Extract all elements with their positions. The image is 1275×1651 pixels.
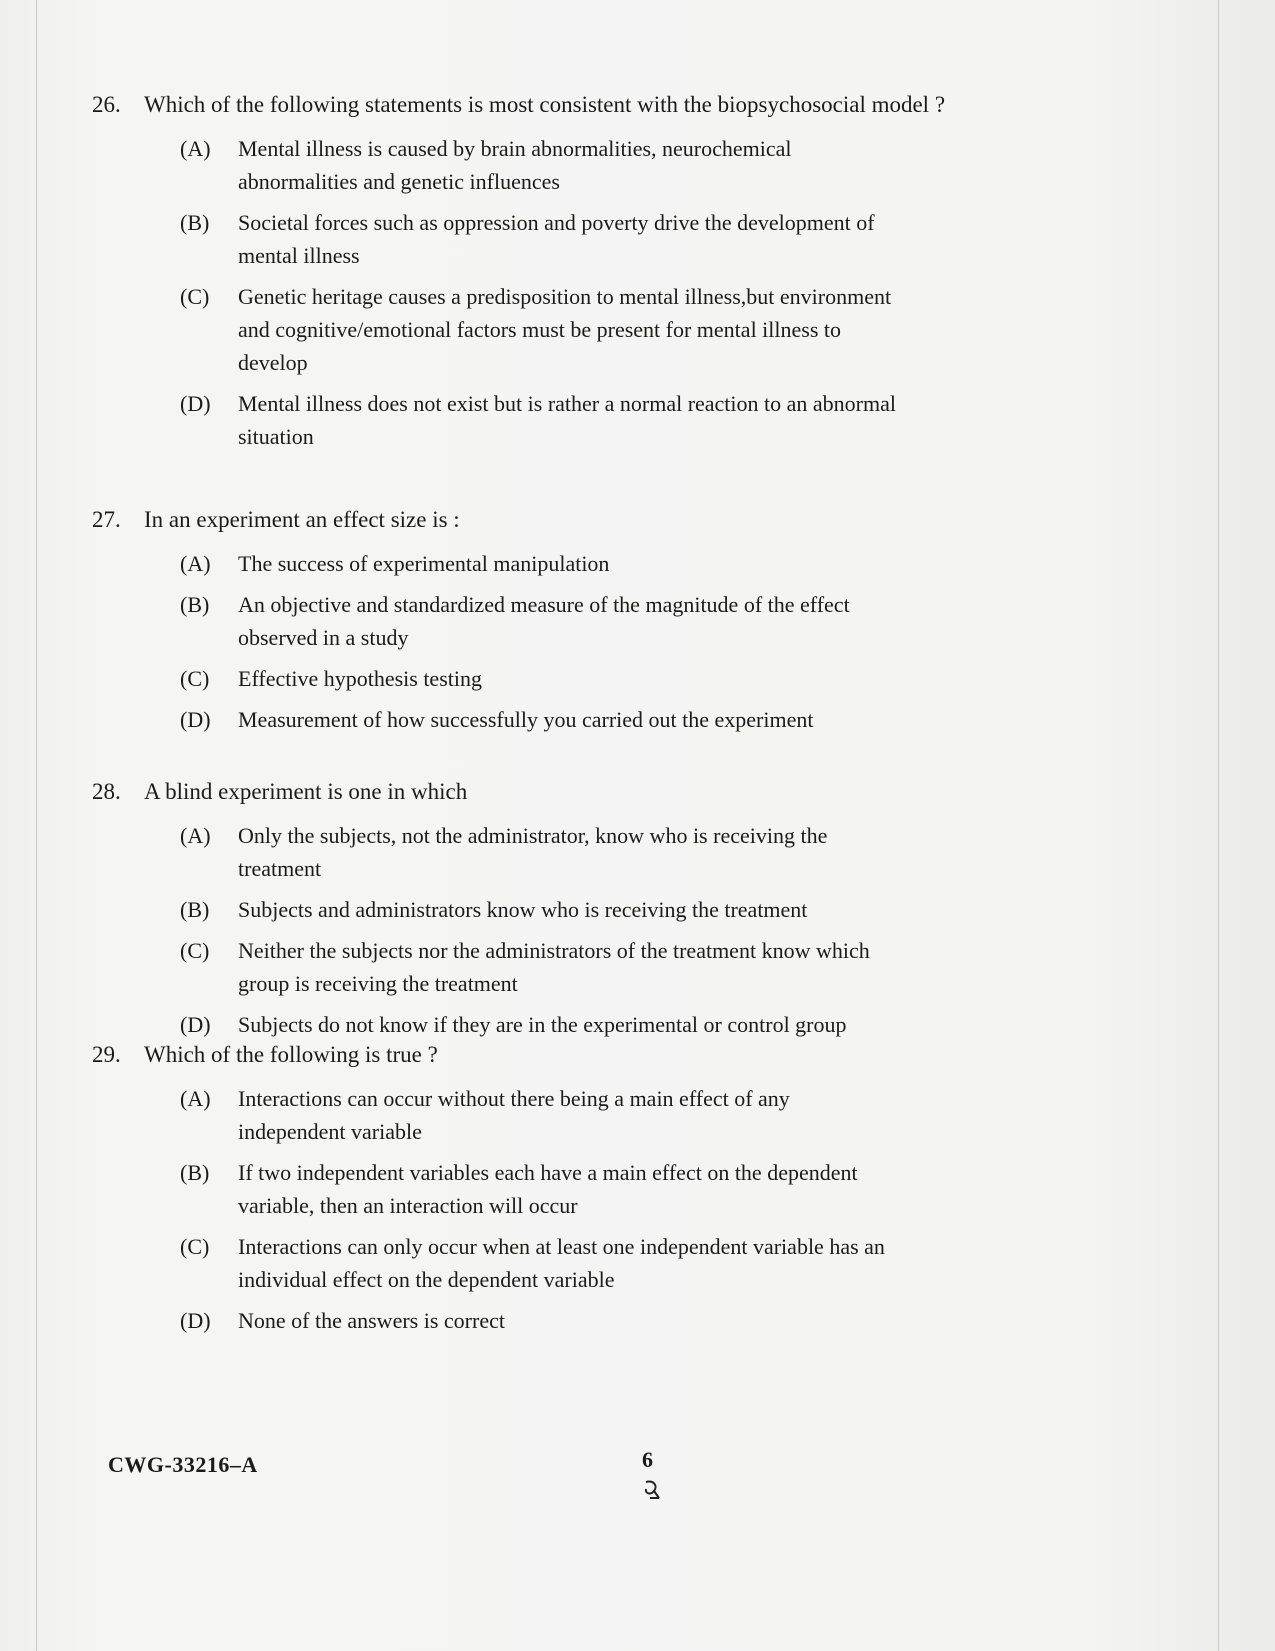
question-text: In an experiment an effect size is :	[144, 507, 460, 532]
option-item	[180, 1230, 952, 1296]
page-turn-icon	[640, 1478, 664, 1504]
option-label: (D)	[180, 1012, 211, 1037]
option-label: (D)	[180, 391, 211, 416]
option-text: Genetic heritage causes a predisposition to mental illness,but environment and cognitive/emotional factors must be present for mental illness to develop	[238, 284, 892, 375]
option-text: Subjects do not know if they are in the experimental or control group	[238, 1012, 847, 1037]
option-item	[180, 934, 952, 1000]
question-28	[92, 779, 952, 1049]
option-text: The success of experimental manipulation	[238, 551, 610, 576]
option-label: (B)	[180, 592, 210, 617]
option-label: (C)	[180, 1234, 210, 1259]
option-text: Interactions can occur without there being a main effect of any independent variable	[238, 1086, 790, 1144]
question-number: 26.	[92, 92, 121, 117]
option-item	[180, 819, 952, 885]
option-label: (C)	[180, 666, 210, 691]
question-number: 28.	[92, 779, 121, 804]
option-item	[180, 132, 952, 198]
option-label: (D)	[180, 1308, 211, 1333]
option-text: Only the subjects, not the administrator, know who is receiving the treatment	[238, 823, 828, 881]
question-text: A blind experiment is one in which	[144, 779, 468, 804]
option-list	[180, 547, 952, 736]
option-item	[180, 1008, 952, 1041]
question-number: 27.	[92, 507, 121, 532]
option-label: (B)	[180, 210, 210, 235]
option-label: (B)	[180, 897, 210, 922]
option-text: Effective hypothesis testing	[238, 666, 482, 691]
option-label: (A)	[180, 1086, 211, 1111]
option-label: (B)	[180, 1160, 210, 1185]
option-text: An objective and standardized measure of the magnitude of the effect observed in a study	[238, 592, 850, 650]
page-edge-line	[1218, 0, 1219, 1651]
page-edge-line	[36, 0, 37, 1651]
question-29	[92, 1042, 952, 1345]
question-27	[92, 507, 952, 744]
option-text: Mental illness is caused by brain abnormalities, neurochemical abnormalities and genetic influences	[238, 136, 792, 194]
option-item	[180, 703, 952, 736]
option-label: (A)	[180, 823, 211, 848]
option-item	[180, 1156, 952, 1222]
option-item	[180, 280, 952, 379]
option-list	[180, 819, 952, 1041]
question-text: Which of the following is true ?	[144, 1042, 438, 1067]
option-item	[180, 662, 952, 695]
option-text: None of the answers is correct	[238, 1308, 505, 1333]
option-item	[180, 206, 952, 272]
question-number: 29.	[92, 1042, 121, 1067]
option-item	[180, 387, 952, 453]
option-text: Neither the subjects nor the administrators of the treatment know which group is receiving the treatment	[238, 938, 870, 996]
option-text: Interactions can only occur when at least one independent variable has an individual effect on the dependent variable	[238, 1234, 885, 1292]
option-item	[180, 893, 952, 926]
paper-code: CWG-33216–A	[108, 1452, 258, 1477]
option-label: (A)	[180, 136, 211, 161]
option-text: Mental illness does not exist but is rather a normal reaction to an abnormal situation	[238, 391, 896, 449]
option-item	[180, 547, 952, 580]
question-26	[92, 92, 952, 461]
option-item	[180, 1082, 952, 1148]
option-text: If two independent variables each have a main effect on the dependent variable, then an interaction will occur	[238, 1160, 858, 1218]
question-text: Which of the following statements is most consistent with the biopsychosocial model ?	[144, 92, 946, 117]
option-label: (C)	[180, 938, 210, 963]
option-list	[180, 132, 952, 453]
option-label: (A)	[180, 551, 211, 576]
option-text: Measurement of how successfully you carried out the experiment	[238, 707, 814, 732]
option-text: Societal forces such as oppression and poverty drive the development of mental illness	[238, 210, 875, 268]
page-number: 6	[642, 1447, 653, 1472]
option-item	[180, 588, 952, 654]
option-label: (D)	[180, 707, 211, 732]
option-list	[180, 1082, 952, 1337]
option-label: (C)	[180, 284, 210, 309]
option-text: Subjects and administrators know who is receiving the treatment	[238, 897, 808, 922]
option-item	[180, 1304, 952, 1337]
